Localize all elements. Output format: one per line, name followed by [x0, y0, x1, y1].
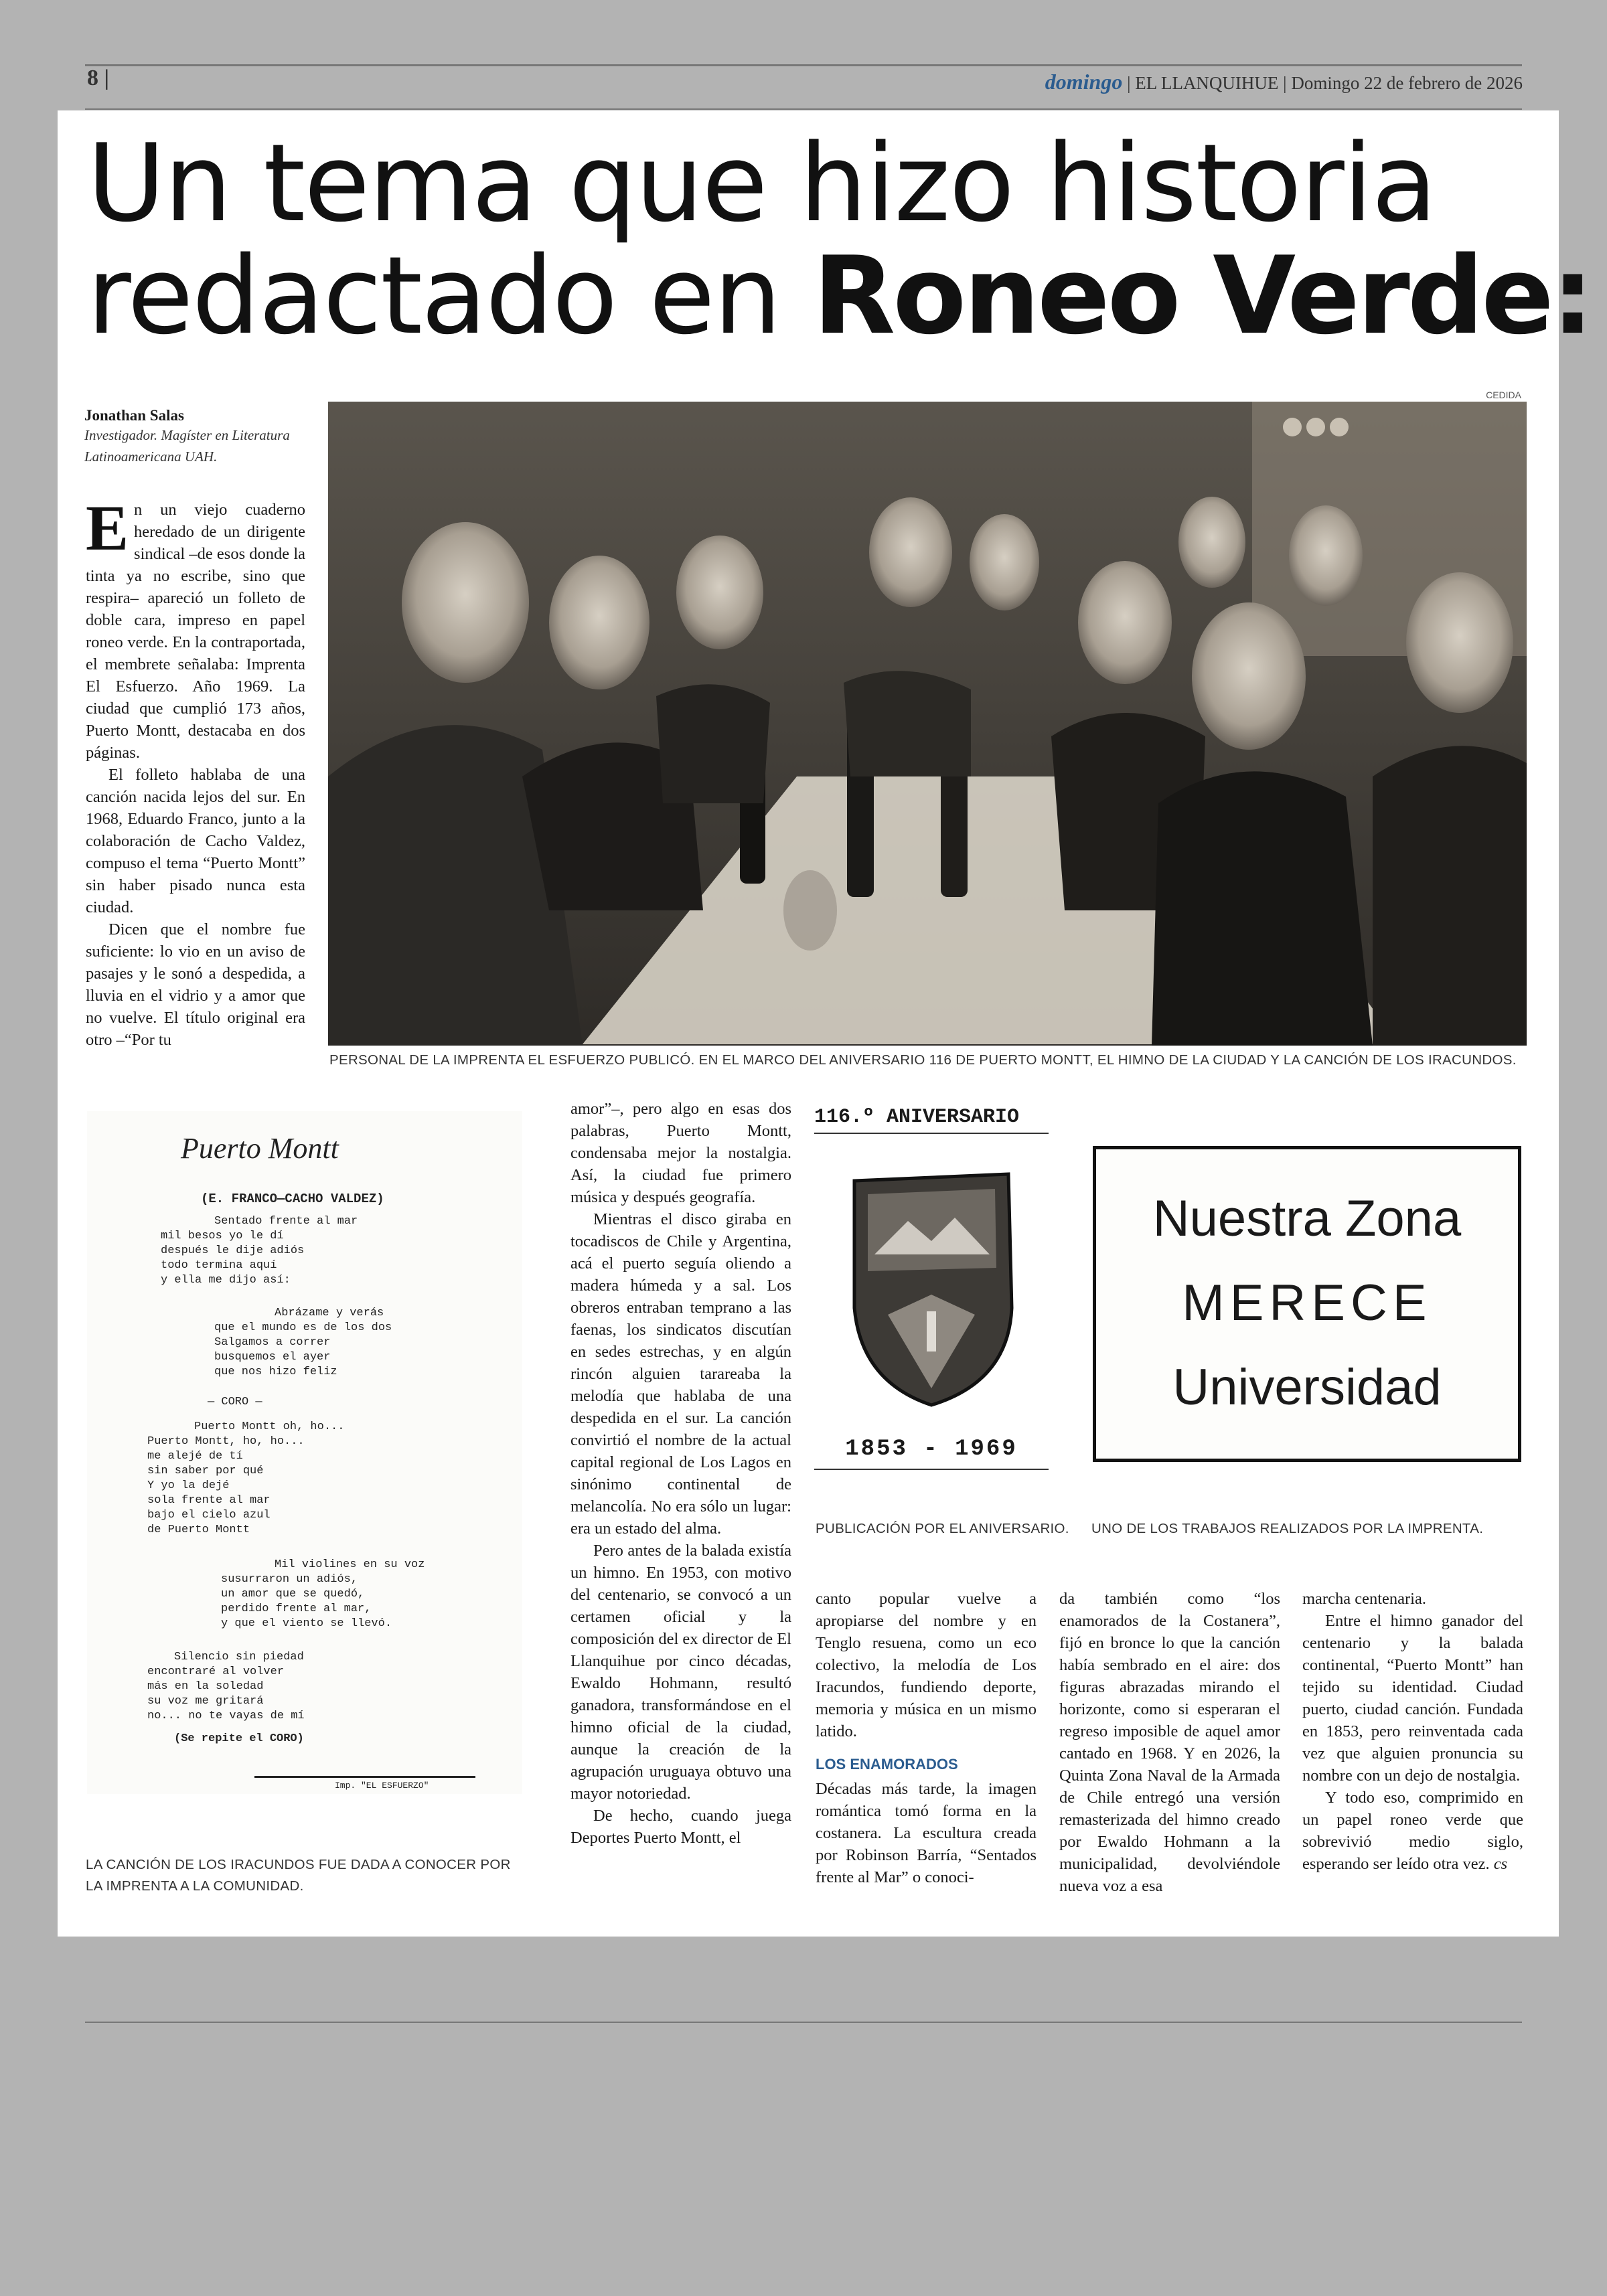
lyric-line: perdido frente al mar, — [221, 1603, 372, 1615]
anniversary-caption: PUBLICACIÓN POR EL ANIVERSARIO. — [816, 1521, 1069, 1536]
lyric-repeat-note: (Se repite el CORO) — [174, 1732, 304, 1745]
lyric-line: Y yo la dejé — [147, 1479, 230, 1492]
brand-name: domingo — [1045, 70, 1123, 94]
lyric-line: no... no te vayas de mí — [147, 1710, 305, 1722]
card-caption: UNO DE LOS TRABAJOS REALIZADOS POR LA IMPRENTA. — [1091, 1521, 1484, 1536]
lyric-line: busquemos el ayer — [214, 1351, 331, 1364]
lyric-line: que el mundo es de los dos — [214, 1321, 392, 1334]
header-top-rule — [85, 64, 1522, 66]
subheading: LOS ENAMORADOS — [816, 1756, 958, 1773]
headline — [87, 120, 1592, 358]
paragraph: marcha centenaria. — [1302, 1590, 1426, 1608]
issue-date: Domingo 22 de febrero de 2026 — [1291, 73, 1523, 93]
lyric-line: un amor que se quedó, — [221, 1588, 365, 1601]
lyric-line: Puerto Montt oh, ho... — [194, 1420, 345, 1433]
imprint-rule — [254, 1776, 475, 1778]
paragraph: Décadas más tarde, la imagen romántica tomó forma en la costanera. La escultura creada por Robinson Barría, “Sentados frente al Mar” o conoci- — [816, 1780, 1037, 1886]
lyric-line: Mil violines en su voz — [275, 1558, 425, 1571]
paragraph: da también como “los enamorados de la Costanera”, fijó en bronce lo que la canción había sembrado en el aire: dos figuras abrazadas mirando el horizonte, como si esperaran el regreso imposible de aquel amor cantado en 1968. Y en 2026, la Quinta Zona Naval de la Armada de Chile entregó una versión remasterizada del himno creado por Ewaldo Hohmann a la municipalidad, devolviéndole nueva voz a esa — [1059, 1590, 1280, 1895]
paragraph: Mientras el disco giraba en tocadiscos de Chile y Argentina, acá el puerto seguía oliendo a madera húmeda y a sal. Los obreros entraban temprano a las faenas, los sindicatos discutían en sedes estrechas, y en algún rincón alguien tarareaba la melodía que hablaba de una despedida en el sur. La canción convirtió el nombre de la actual capital regional de Los Lagos en sinónimo continental de melancolía. No era sólo un lugar: era un estado del alma. — [570, 1210, 791, 1538]
card-line-3: Universidad — [1172, 1359, 1442, 1416]
anniversary-rule — [814, 1469, 1049, 1470]
page-number: 8 | — [87, 66, 109, 90]
newspaper-name: EL LLANQUIHUE — [1135, 73, 1279, 93]
lyric-line: que nos hizo feliz — [214, 1366, 337, 1378]
lyrics-authors: (E. FRANCO—CACHO VALDEZ) — [201, 1192, 384, 1206]
lyric-line: sin saber por qué — [147, 1465, 264, 1477]
lyric-line: encontraré al volver — [147, 1665, 285, 1678]
anniversary-years: 1853 - 1969 — [845, 1437, 1018, 1462]
paragraph: Entre el himno ganador del centenario y la balada continental, “Puerto Montt” han tejido su identidad. Ciudad puerto, ciudad canción. Fundada en 1853, pero reinventada cada vez que alguien pronuncia su nombre con un dejo de nostalgia. — [1302, 1612, 1523, 1785]
lyric-line: y que el viento se llevó. — [221, 1617, 392, 1630]
lyric-line: Abrázame y verás — [275, 1307, 384, 1319]
article-column-2 — [570, 1098, 791, 1849]
paragraph: De hecho, cuando juega Deportes Puerto Montt, el — [570, 1807, 791, 1847]
headline-line-1: Un tema que hizo historia — [87, 120, 1436, 246]
lyric-line: y ella me dijo así: — [161, 1274, 291, 1287]
paragraph: Pero antes de la balada existía un himno. En 1953, con motivo del centenario, se convocó a un certamen oficial y la composición del ex director de El Llanquihue por cinco décadas, Ewaldo Hohmann, resultó ganadora, transformándose en el himno oficial de la ciudad, aunque la creación de la agrupación uruguaya obtuvo una mayor notoriedad. — [570, 1542, 791, 1803]
masthead: domingo | EL LLANQUIHUE | Domingo 22 de febrero de 2026 — [1045, 70, 1523, 94]
article-column-3 — [816, 1588, 1037, 1888]
lyric-line: Salgamos a correr — [214, 1336, 331, 1349]
card-line-1: Nuestra Zona — [1152, 1190, 1462, 1247]
paragraph: amor”–, pero algo en esas dos palabras, Puerto Montt, condensaba mejor la nostalgia. Así, la ciudad fue primero música y después geografía. — [570, 1100, 791, 1206]
article-column-5 — [1302, 1588, 1523, 1875]
lyric-line: de Puerto Montt — [147, 1524, 250, 1536]
paragraph: El folleto hablaba de una canción nacida lejos del sur. En 1968, Eduardo Franco, junto a la colaboración de Cacho Valdez, compuso el tema “Puerto Montt” sin haber pisado nunca esta ciudad. — [86, 766, 305, 916]
lyric-line: Puerto Montt, ho, ho... — [147, 1435, 305, 1448]
lyric-line: todo termina aquí — [161, 1259, 277, 1272]
card-line-2: MERECE — [1182, 1275, 1432, 1331]
lyric-line: su voz me gritará — [147, 1695, 264, 1708]
coro-heading: — CORO — — [208, 1396, 262, 1408]
paragraph: Dicen que el nombre fue suficiente: lo vio en un aviso de pasajes y le sonó a despedida, a lluvia en el vidrio y a amor que no vuelve. El título original era otro –“Por tu — [86, 920, 305, 1049]
lyric-line: después le dije adiós — [161, 1244, 305, 1257]
anniversary-booklet — [814, 1106, 1049, 1504]
lyric-line: bajo el cielo azul — [147, 1509, 271, 1522]
header-bottom-rule — [85, 108, 1522, 110]
article-column-4 — [1059, 1588, 1280, 1897]
lyrics-caption: LA CANCIÓN DE LOS IRACUNDOS FUE DADA A CONOCER POR LA IMPRENTA A LA COMUNIDAD. — [86, 1857, 511, 1894]
group-photo-illustration — [328, 402, 1527, 1046]
lyric-line: más en la soledad — [147, 1680, 264, 1693]
lyric-line: mil besos yo le dí — [161, 1230, 284, 1242]
university-card — [1093, 1146, 1521, 1462]
footer-rule — [85, 2022, 1522, 2023]
author-role: Investigador. Magíster en Literatura Latinoamericana UAH. — [84, 427, 290, 465]
photo-caption: PERSONAL DE LA IMPRENTA EL ESFUERZO PUBLICÓ. EN EL MARCO DEL ANIVERSARIO 116 DE PUERTO MONTT, EL HIMNO DE LA CIUDAD Y LA CANCIÓN DE LOS IRACUNDOS. — [329, 1052, 1517, 1068]
anniversary-rule — [814, 1133, 1049, 1134]
group-photo — [328, 402, 1527, 1046]
imprint: Imp. "EL ESFUERZO" — [335, 1781, 429, 1791]
paragraph: canto popular vuelve a apropiarse del nombre y en Tenglo resuena, como un eco colectivo, la melodía de Los Iracundos, fundiendo deporte, memoria y música en un mismo latido. — [816, 1590, 1037, 1740]
lyric-line: Sentado frente al mar — [214, 1215, 358, 1228]
lyric-line: susurraron un adiós, — [221, 1573, 358, 1586]
anniversary-title: 116.º ANIVERSARIO — [814, 1106, 1020, 1129]
author-name: Jonathan Salas — [84, 407, 184, 424]
lyric-line: Silencio sin piedad — [174, 1651, 304, 1663]
lyric-line: sola frente al mar — [147, 1494, 271, 1507]
end-mark: cs — [1493, 1855, 1508, 1873]
city-coat-of-arms — [814, 1141, 1049, 1422]
lyrics-title: Puerto Montt — [181, 1132, 339, 1165]
article-column-1: En un viejo cuaderno heredado de un dirigente sindical –de esos donde la tinta ya no escribe, sino que respira– apareció un folleto de doble cara, impreso en papel roneo verde. En la contraportada, el membrete señalaba: Imprenta El Esfuerzo. Año 1969. La ciudad que cumplió 173 años, Puerto Montt, destacaba en dos páginas. El folleto hablaba de una canción nacida lejos del sur. En 1968, Eduardo Franco, junto a la colaboración de Cacho Valdez, compuso el tema “Puerto Montt” sin haber pisado nunca esta ciudad. Dicen que el nombre fue suficiente: lo vio en un aviso de pasajes y le sonó a despedida, a lluvia en el vidrio y a amor que no vuelve. El título original era otro –“Por tu — [86, 499, 305, 1051]
lyric-line: me alejé de tí — [147, 1450, 243, 1463]
paragraph: Y todo eso, comprimido en un papel roneo verde que sobrevivió medio siglo, esperando ser leído otra vez. cs — [1302, 1789, 1523, 1873]
photo-credit: CEDIDA — [1486, 390, 1521, 400]
lyrics-sheet — [87, 1111, 522, 1794]
headline-line-2: redactado en Roneo Verde: — [87, 233, 1592, 358]
byline — [84, 407, 312, 467]
headline-emphasis: Roneo Verde: — [813, 233, 1592, 358]
drop-cap: E — [86, 492, 129, 564]
